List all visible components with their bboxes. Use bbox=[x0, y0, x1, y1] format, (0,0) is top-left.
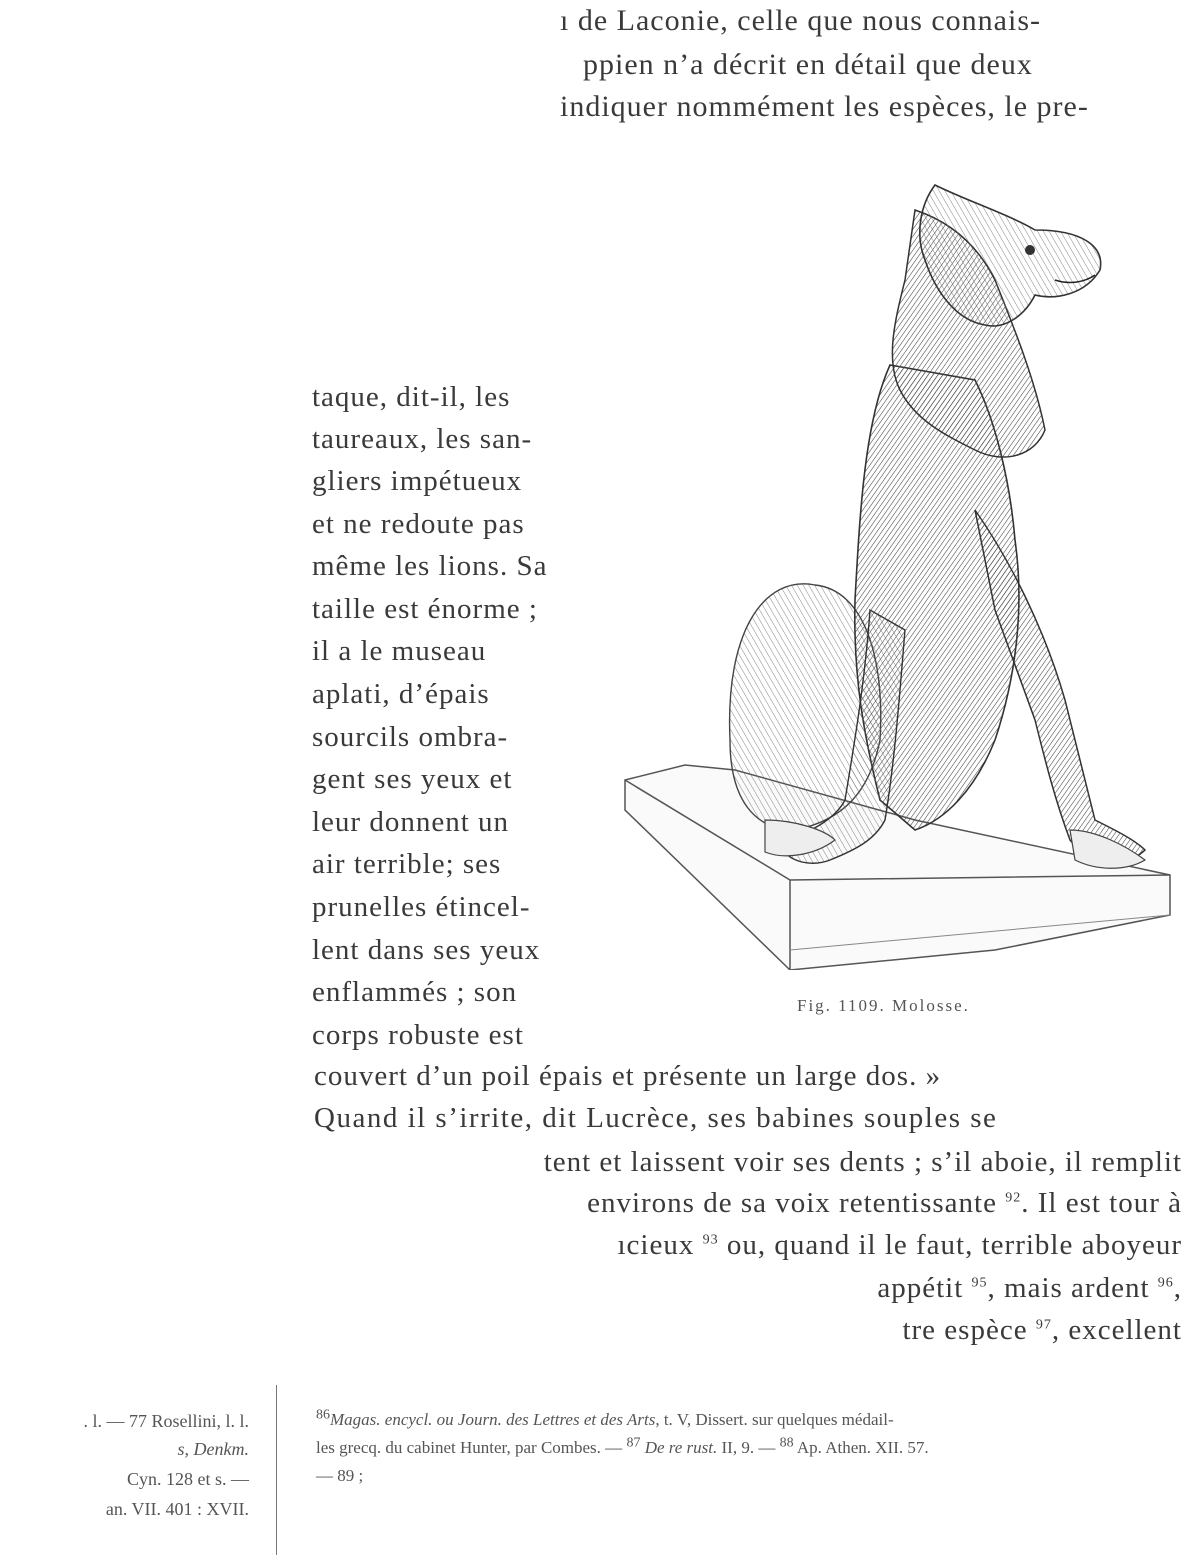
footnote-line: — 89 ; bbox=[316, 1466, 364, 1485]
text-segment: ıcieux bbox=[617, 1229, 695, 1261]
footnote-divider bbox=[276, 1385, 277, 1555]
note-ref: 95 bbox=[971, 1275, 988, 1291]
text-line: tent et laissent voir ses dents ; s’il aboie, il remplit bbox=[543, 1146, 1182, 1178]
text-line: couvert d’un poil épais et présente un large dos. » bbox=[314, 1060, 942, 1092]
footnote-line: an. VII. 401 : XVII. bbox=[105, 1499, 249, 1519]
text-line: lent dans ses yeux bbox=[312, 934, 541, 966]
molosse-figure bbox=[615, 180, 1180, 970]
text-line: aplati, d’épais bbox=[312, 678, 490, 710]
text-segment: appétit bbox=[877, 1272, 964, 1304]
text-line: taureaux, les san- bbox=[312, 423, 533, 455]
text-line: il a le museau bbox=[312, 635, 487, 667]
text-line bbox=[587, 1183, 1182, 1223]
text-line: sourcils ombra- bbox=[312, 721, 509, 753]
text-line: leur donnent un bbox=[312, 806, 510, 838]
text-segment: les grecq. du cabinet Hunter, par Combes. — bbox=[316, 1438, 623, 1457]
text-segment: II, 9. — bbox=[717, 1438, 776, 1457]
note-ref: 97 bbox=[1035, 1317, 1052, 1333]
text-line: gliers impétueux bbox=[312, 465, 523, 497]
text-line: taille est énorme ; bbox=[312, 593, 538, 625]
text-line: ppien n’a décrit en détail que deux bbox=[583, 48, 1033, 81]
text-line: et ne redoute pas bbox=[312, 508, 525, 540]
text-segment: . Il est tour à bbox=[1021, 1187, 1182, 1219]
footnote-line: Cyn. 128 et s. — bbox=[126, 1469, 249, 1489]
dog-statue-illustration bbox=[615, 180, 1180, 970]
text-line: taque, dit-il, les bbox=[312, 381, 511, 413]
footnote-block bbox=[316, 1406, 1186, 1490]
footnote-title: De re rust. bbox=[644, 1438, 718, 1457]
footnote-line bbox=[316, 1406, 1186, 1434]
note-ref: 92 bbox=[1005, 1190, 1022, 1206]
text-line: ı de Laconie, celle que nous connais- bbox=[560, 4, 1041, 37]
text-line: Quand il s’irrite, dit Lucrèce, ses babines souples se bbox=[314, 1102, 998, 1134]
text-line: prunelles étincel- bbox=[312, 891, 531, 923]
text-line: appétit $^{95}$, mais ardent $^{96}$, bbox=[877, 1272, 1182, 1304]
text-segment: ou, quand il le faut, terrible aboyeur bbox=[726, 1229, 1182, 1261]
text-line: corps robuste est bbox=[312, 1019, 524, 1051]
figure-caption: Fig. 1109. Molosse. bbox=[797, 996, 970, 1015]
note-ref: 86 bbox=[316, 1407, 330, 1423]
text-line: même les lions. Sa bbox=[312, 550, 548, 582]
text-line bbox=[618, 1225, 1183, 1265]
text-line: air terrible; ses bbox=[312, 848, 502, 880]
footnote-line: s, Denkm. bbox=[177, 1439, 249, 1459]
text-segment: , mais ardent bbox=[987, 1272, 1150, 1304]
text-segment: tre espèce bbox=[902, 1314, 1028, 1346]
text-line: gent ses yeux et bbox=[312, 763, 513, 795]
note-ref: 87 bbox=[626, 1435, 641, 1451]
text-segment: Ap. Athen. XII. 57. bbox=[796, 1438, 929, 1457]
note-ref: 93 bbox=[702, 1232, 719, 1248]
footnote-line: . l. — 77 Rosellini, l. l. bbox=[83, 1411, 249, 1431]
footnote-title: Magas. encycl. ou Journ. des Lettres et des Arts bbox=[330, 1410, 656, 1429]
text-segment: , excellent bbox=[1051, 1314, 1182, 1346]
text-segment: , t. V, Dissert. sur quelques médail- bbox=[655, 1410, 894, 1429]
footnote-line bbox=[316, 1434, 1186, 1462]
text-line bbox=[902, 1310, 1182, 1350]
text-segment: environs de sa voix retentissante bbox=[587, 1187, 997, 1219]
text-line: enflammés ; son bbox=[312, 976, 518, 1008]
note-ref: 88 bbox=[779, 1435, 794, 1451]
text-line: indiquer nommément les espèces, le pre- bbox=[560, 90, 1089, 123]
note-ref: 96 bbox=[1157, 1275, 1174, 1291]
